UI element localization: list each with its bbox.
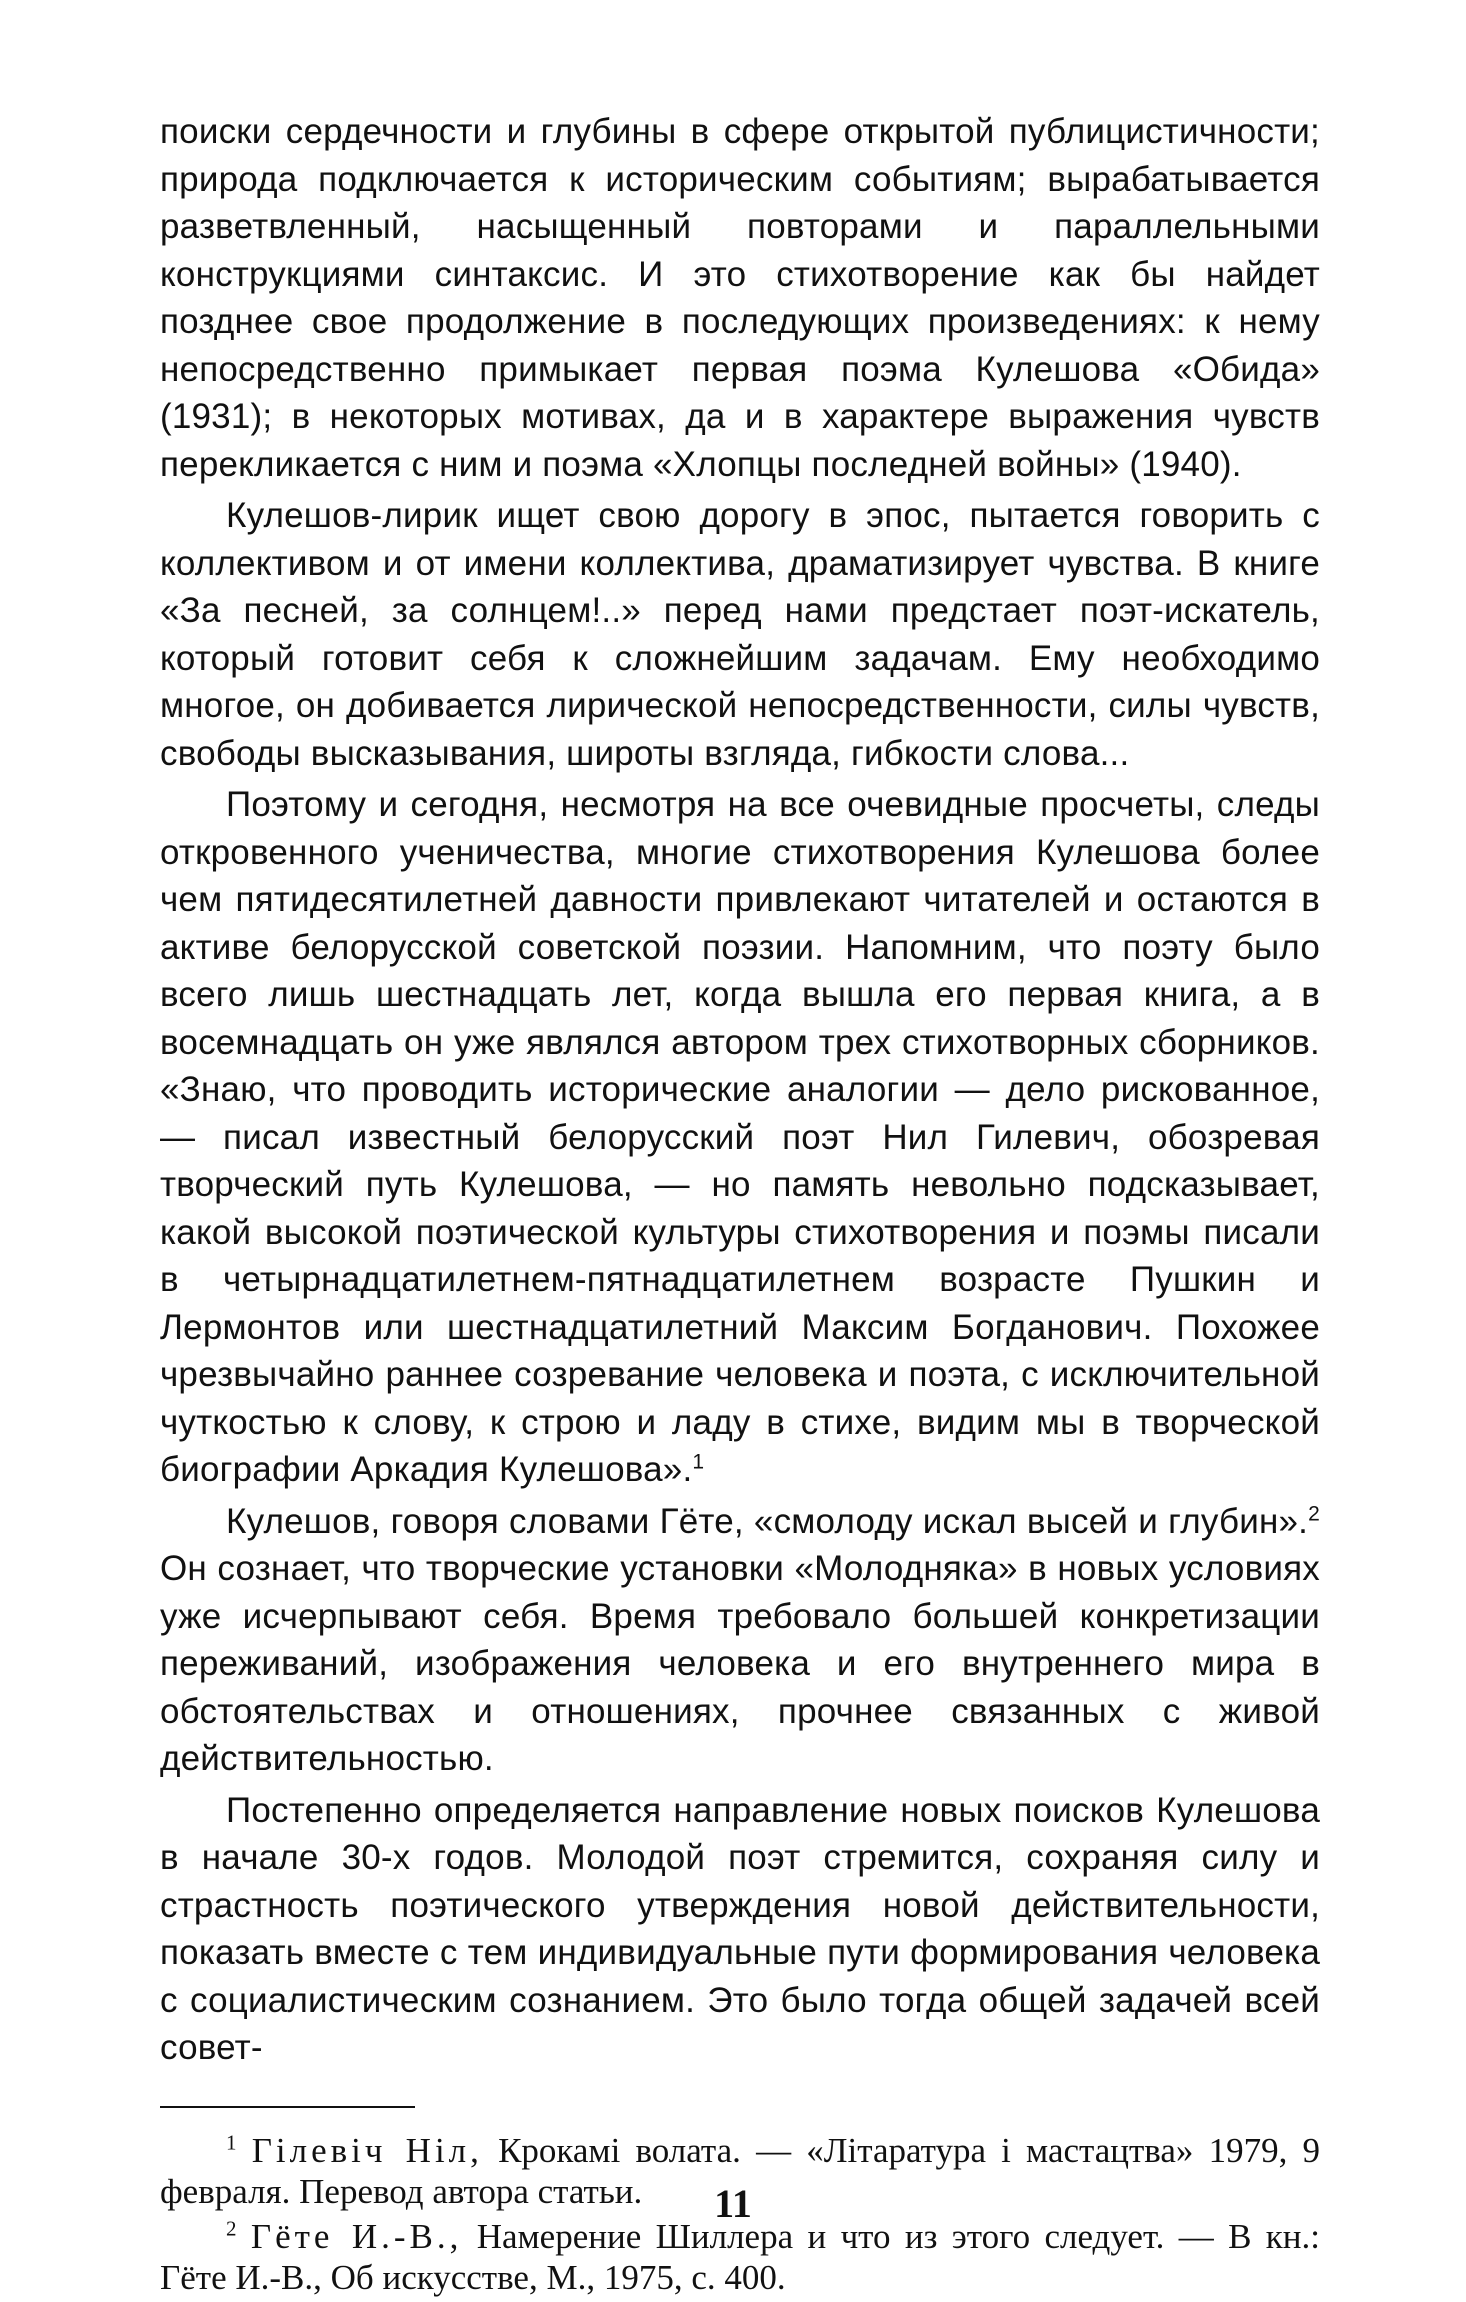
footnote-author: Гілевіч Ніл, [251,2130,483,2170]
footnote-text: Крокамі волата. — «Літаратура і мастацтва» 1979, 9 февраля. Перевод автора статьи. [160,2130,1321,2211]
footnote-mark: 1 [226,2129,237,2154]
paragraph [160,781,1320,1494]
footnote-mark: 2 [226,2215,237,2240]
paragraph-text: Кулешов, говоря словами Гёте, «смолоду искал высей и глубин». [226,1501,1309,1541]
footnote-reference: 1 [692,1450,705,1474]
footnote-divider [160,2106,415,2108]
page-content [160,108,1320,2302]
paragraph: Постепенно определяется направление новых поисков Кулешова в начале 30-х годов. Молодой поэт стремится, сохраняя силу и страстность поэтического утверждения новой действительности, показать вместе с тем индивидуальные пути формирования человека с социалистическим сознанием. Это было тогда общей задачей всей совет- [160,1790,1320,2067]
footnote-reference: 2 [1308,1501,1320,1525]
page-number: 11 [714,2181,752,2226]
footnote-author: Гёте И.-В., [250,2216,463,2256]
paragraph-text: Он сознает, что творческие установки «Молодняка» в новых условиях уже исчерпывают себя. Время требовало большей конкретизации переживаний, изображения человека и его внутреннего мира в обстоятельствах и отношениях, прочнее связанных с живой действительностью. [160,1549,1320,1778]
paragraph: поиски сердечности и глубины в сфере открытой публицистичности; природа подключается к историческим событиям; вырабатывается разветвленный, насыщенный повторами и параллельными конструкциями синтаксис. И это стихотворение как бы найдет позднее свое продолжение в последующих произведениях: к нему непосредственно примыкает первая поэма Кулешова «Обида» (1931); в некоторых мотивах, да и в характере выражения чувств перекликается с ним и поэма «Хлопцы последней войны» (1940). [160,112,1320,484]
paragraph [160,1498,1320,1783]
footnote-text: Намерение Шиллера и что из этого следует. — В кн.: Гёте И.-В., Об искусстве, М., 1975, с. 400. [160,2216,1320,2297]
paragraph-text: Поэтому и сегодня, несмотря на все очевидные просчеты, следы откровенного ученичества, многие стихотворения Кулешова более чем пятидесятилетней давности привлекают читателей и остаются в активе белорусской советской поэзии. Напомним, что поэту было всего лишь шестнадцать лет, когда вышла его первая книга, а в восемнадцать он уже являлся автором трех стихотворных сборников. «Знаю, что проводить исторические аналогии — дело рискованное, — писал известный белорусский поэт Нил Гилевич, обозревая творческий путь Кулешова, — но память невольно подсказывает, какой высокой поэтической культуры стихотворения и поэмы писали в четырнадцатилетнем-пятнадцатилетнем возрасте Пушкин и Лермонтов или шестнадцатилетний Максим Богданович. Похожее чрезвычайно раннее созревание человека и поэта, с исключительной чуткостью к слову, к строю и ладу в стихе, видим мы в творческой биографии Аркадия Кулешова». [160,785,1320,1489]
paragraph: Кулешов-лирик ищет свою дорогу в эпос, пытается говорить с коллективом и от имени коллектива, драматизирует чувства. В книге «За песней, за солнцем!..» перед нами предстает поэт-искатель, который готовит себя к сложнейшим задачам. Ему необходимо многое, он добивается лирической непосредственности, силы чувств, свободы высказывания, широты взгляда, гибкости слова... [160,496,1320,773]
footnote [160,2216,1320,2298]
body-text [160,108,1320,2072]
